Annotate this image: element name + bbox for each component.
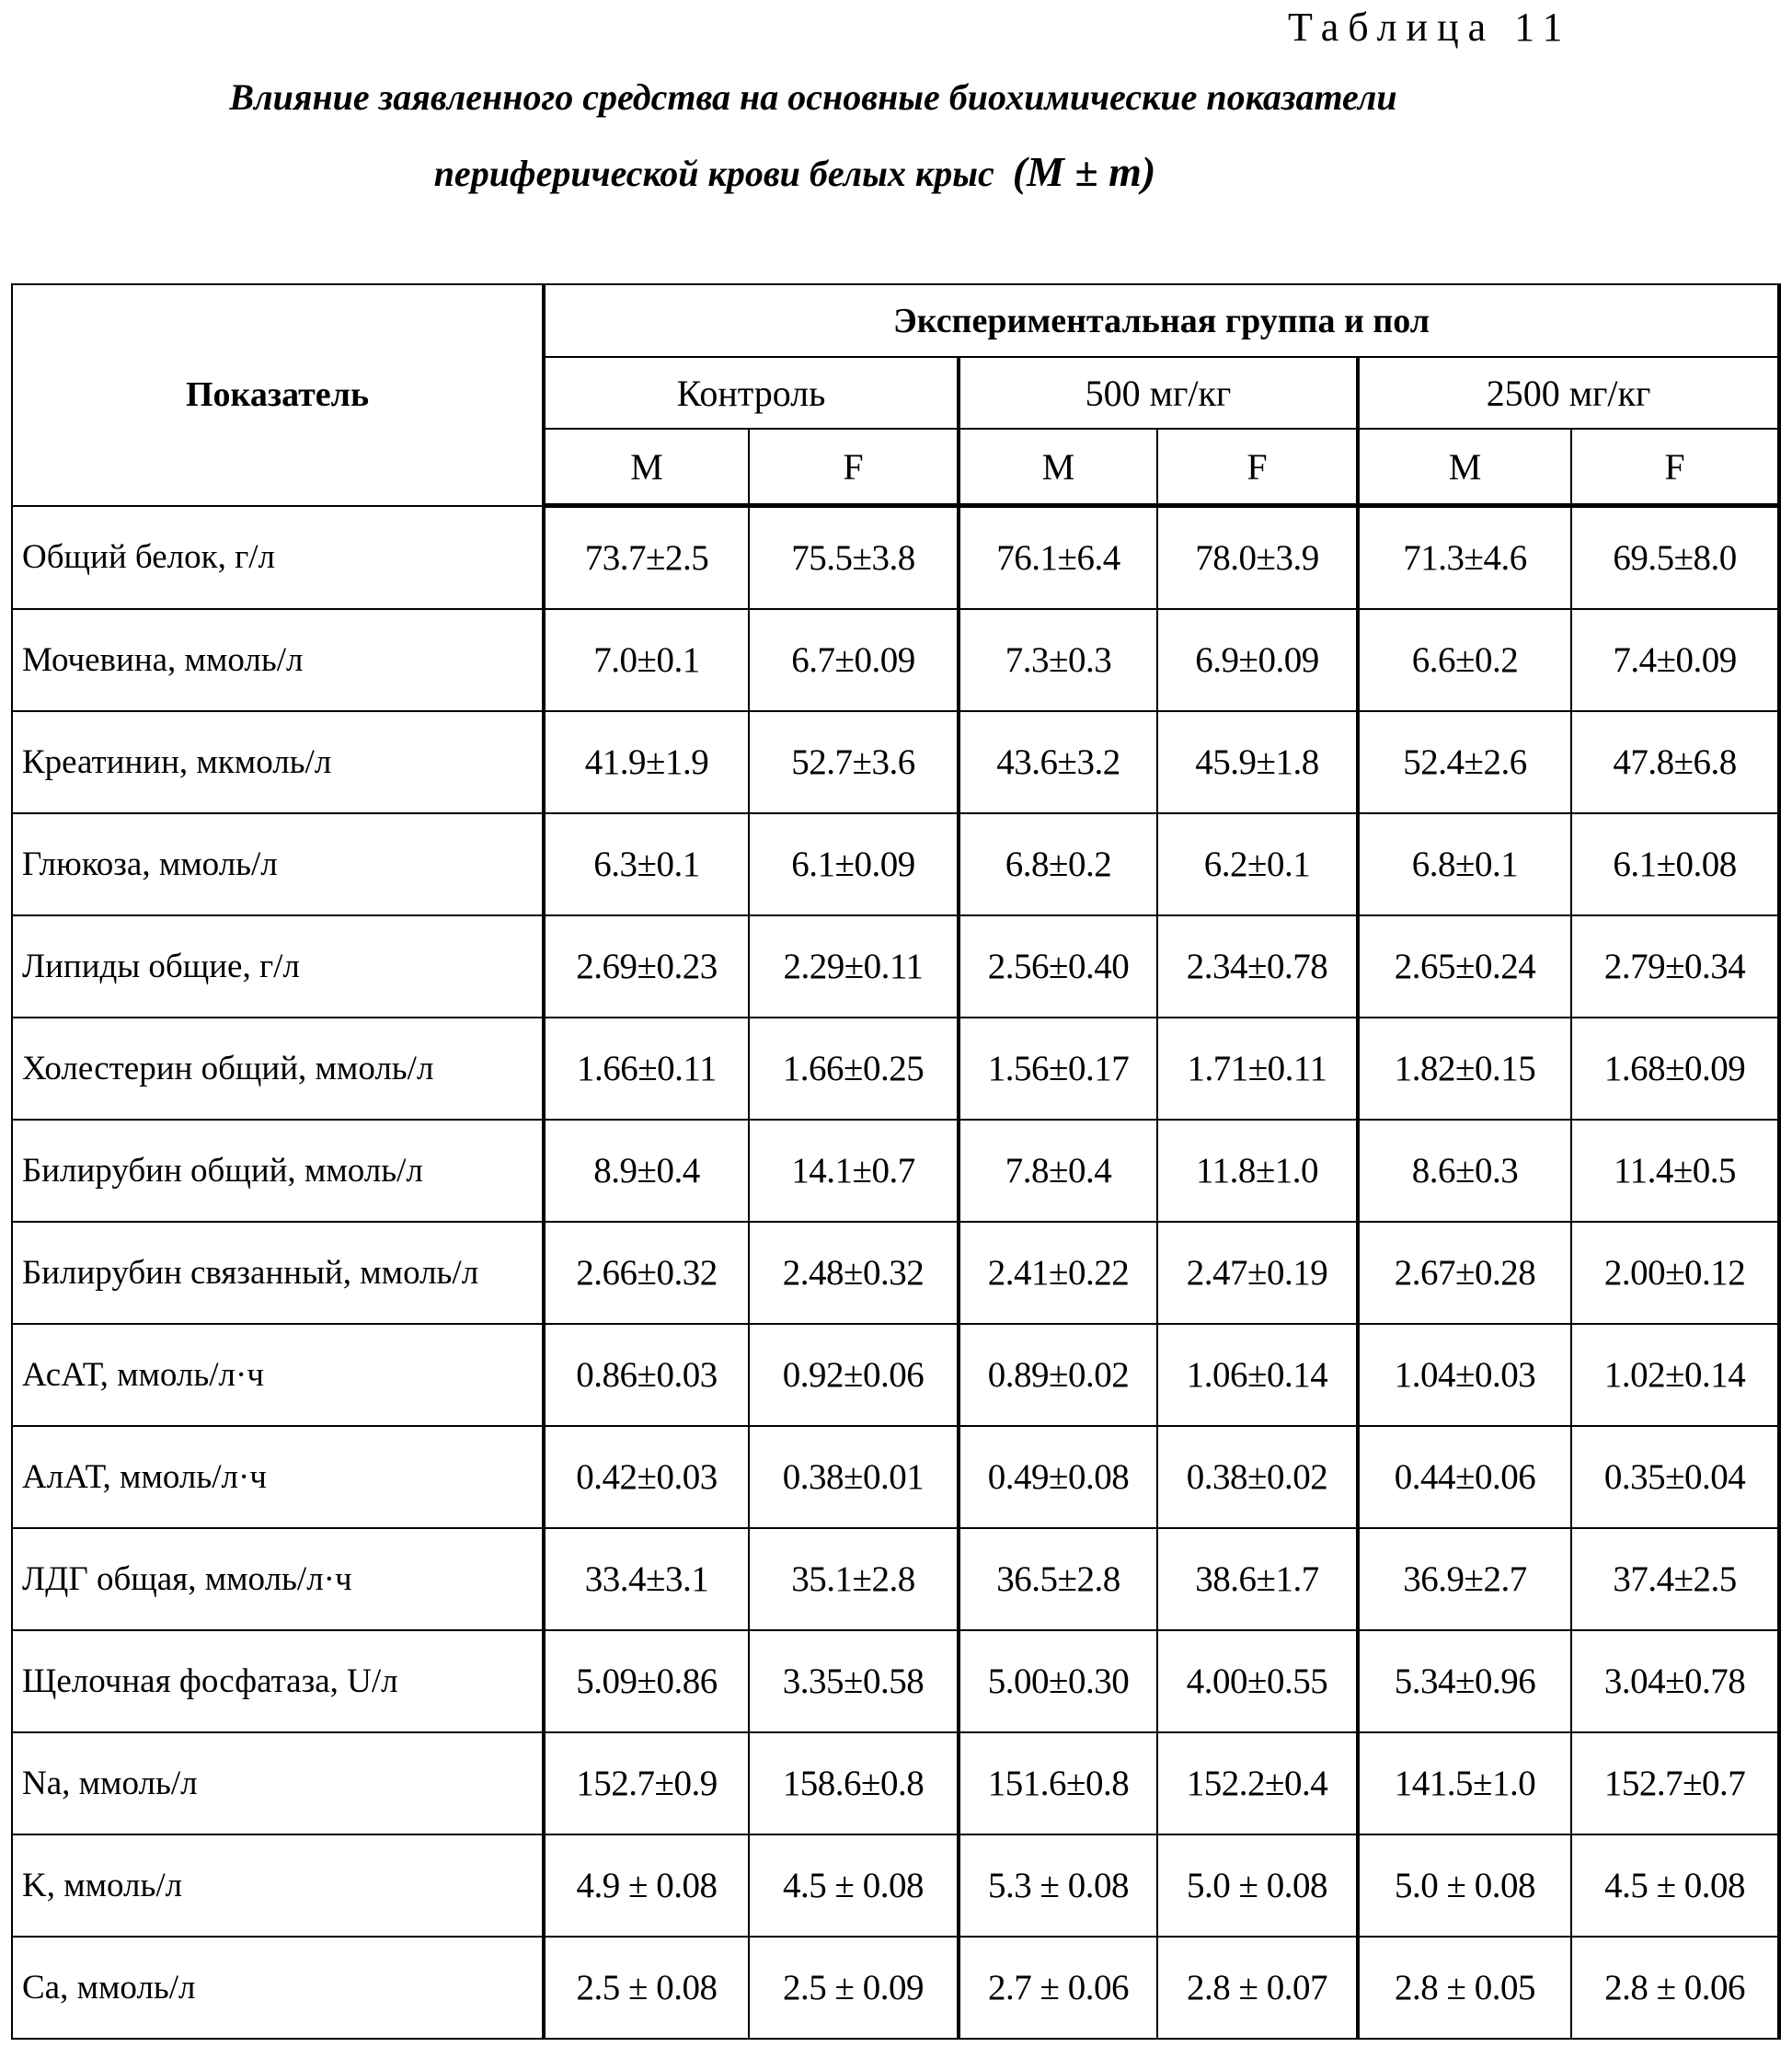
indicator-header: Показатель <box>12 284 544 506</box>
value-cell: 2.5 ± 0.09 <box>749 1937 959 2039</box>
value-cell: 43.6±3.2 <box>959 711 1157 813</box>
value-cell: 0.86±0.03 <box>544 1324 749 1426</box>
indicator-label: Глюкоза, ммоль/л <box>12 813 544 915</box>
indicator-label: Мочевина, ммоль/л <box>12 609 544 711</box>
value-cell: 2.79±0.34 <box>1571 915 1779 1018</box>
indicator-label: Щелочная фосфатаза, U/л <box>12 1630 544 1732</box>
indicator-label: АлАТ, ммоль/л·ч <box>12 1426 544 1528</box>
value-cell: 33.4±3.1 <box>544 1528 749 1630</box>
group-control: Контроль <box>544 357 959 429</box>
value-cell: 5.0 ± 0.08 <box>1157 1834 1358 1937</box>
sex-header: M <box>959 429 1157 506</box>
title-line-2-text: периферической крови белых крыс <box>434 153 994 194</box>
table-row <box>12 1528 1779 1630</box>
value-cell: 76.1±6.4 <box>959 506 1157 610</box>
table-row <box>12 1834 1779 1937</box>
table-row <box>12 609 1779 711</box>
value-cell: 0.44±0.06 <box>1358 1426 1571 1528</box>
table-row <box>12 1222 1779 1324</box>
value-cell: 2.8 ± 0.06 <box>1571 1937 1779 2039</box>
group-header: Экспериментальная группа и пол <box>544 284 1779 357</box>
value-cell: 1.71±0.11 <box>1157 1018 1358 1120</box>
value-cell: 14.1±0.7 <box>749 1120 959 1222</box>
indicator-label: Билирубин общий, ммоль/л <box>12 1120 544 1222</box>
value-cell: 1.66±0.25 <box>749 1018 959 1120</box>
table-row <box>12 1630 1779 1732</box>
indicator-label: Билирубин связанный, ммоль/л <box>12 1222 544 1324</box>
value-cell: 2.29±0.11 <box>749 915 959 1018</box>
value-cell: 7.8±0.4 <box>959 1120 1157 1222</box>
value-cell: 8.9±0.4 <box>544 1120 749 1222</box>
value-cell: 158.6±0.8 <box>749 1732 959 1834</box>
value-cell: 2.7 ± 0.06 <box>959 1937 1157 2039</box>
value-cell: 152.2±0.4 <box>1157 1732 1358 1834</box>
value-cell: 0.92±0.06 <box>749 1324 959 1426</box>
sex-header: F <box>1571 429 1779 506</box>
value-cell: 6.2±0.1 <box>1157 813 1358 915</box>
value-cell: 0.89±0.02 <box>959 1324 1157 1426</box>
value-cell: 2.41±0.22 <box>959 1222 1157 1324</box>
value-cell: 1.02±0.14 <box>1571 1324 1779 1426</box>
sex-header: M <box>1358 429 1571 506</box>
value-cell: 52.4±2.6 <box>1358 711 1571 813</box>
value-cell: 6.1±0.09 <box>749 813 959 915</box>
value-cell: 2.48±0.32 <box>749 1222 959 1324</box>
value-cell: 4.9 ± 0.08 <box>544 1834 749 1937</box>
value-cell: 4.5 ± 0.08 <box>749 1834 959 1937</box>
value-cell: 37.4±2.5 <box>1571 1528 1779 1630</box>
indicator-label: K, ммоль/л <box>12 1834 544 1937</box>
value-cell: 3.04±0.78 <box>1571 1630 1779 1732</box>
table-row <box>12 915 1779 1018</box>
value-cell: 7.4±0.09 <box>1571 609 1779 711</box>
table-row <box>12 1324 1779 1426</box>
value-cell: 4.5 ± 0.08 <box>1571 1834 1779 1937</box>
value-cell: 152.7±0.9 <box>544 1732 749 1834</box>
table-row <box>12 711 1779 813</box>
value-cell: 2.34±0.78 <box>1157 915 1358 1018</box>
value-cell: 151.6±0.8 <box>959 1732 1157 1834</box>
value-cell: 52.7±3.6 <box>749 711 959 813</box>
title-notation: (M ± m) <box>1013 148 1156 195</box>
value-cell: 0.42±0.03 <box>544 1426 749 1528</box>
value-cell: 7.0±0.1 <box>544 609 749 711</box>
table-title-line-1: Влияние заявленного средства на основные биохимические показатели <box>0 75 1709 119</box>
value-cell: 35.1±2.8 <box>749 1528 959 1630</box>
value-cell: 0.38±0.02 <box>1157 1426 1358 1528</box>
group-2500: 2500 мг/кг <box>1358 357 1779 429</box>
value-cell: 4.00±0.55 <box>1157 1630 1358 1732</box>
value-cell: 2.47±0.19 <box>1157 1222 1358 1324</box>
group-500: 500 мг/кг <box>959 357 1358 429</box>
value-cell: 1.06±0.14 <box>1157 1324 1358 1426</box>
value-cell: 8.6±0.3 <box>1358 1120 1571 1222</box>
value-cell: 11.8±1.0 <box>1157 1120 1358 1222</box>
value-cell: 6.8±0.2 <box>959 813 1157 915</box>
indicator-label: АсАТ, ммоль/л·ч <box>12 1324 544 1426</box>
indicator-label: Na, ммоль/л <box>12 1732 544 1834</box>
value-cell: 6.7±0.09 <box>749 609 959 711</box>
value-cell: 6.3±0.1 <box>544 813 749 915</box>
value-cell: 1.04±0.03 <box>1358 1324 1571 1426</box>
value-cell: 3.35±0.58 <box>749 1630 959 1732</box>
sex-header: F <box>749 429 959 506</box>
value-cell: 2.8 ± 0.07 <box>1157 1937 1358 2039</box>
value-cell: 0.38±0.01 <box>749 1426 959 1528</box>
indicator-label: Общий белок, г/л <box>12 506 544 610</box>
value-cell: 73.7±2.5 <box>544 506 749 610</box>
value-cell: 7.3±0.3 <box>959 609 1157 711</box>
table-row <box>12 813 1779 915</box>
value-cell: 5.34±0.96 <box>1358 1630 1571 1732</box>
value-cell: 47.8±6.8 <box>1571 711 1779 813</box>
value-cell: 2.56±0.40 <box>959 915 1157 1018</box>
value-cell: 5.09±0.86 <box>544 1630 749 1732</box>
value-cell: 2.66±0.32 <box>544 1222 749 1324</box>
value-cell: 0.49±0.08 <box>959 1426 1157 1528</box>
sex-header: M <box>544 429 749 506</box>
table-number: Таблица 11 <box>1288 4 1572 51</box>
value-cell: 6.1±0.08 <box>1571 813 1779 915</box>
value-cell: 38.6±1.7 <box>1157 1528 1358 1630</box>
value-cell: 45.9±1.8 <box>1157 711 1358 813</box>
value-cell: 69.5±8.0 <box>1571 506 1779 610</box>
indicator-label: Ca, ммоль/л <box>12 1937 544 2039</box>
value-cell: 78.0±3.9 <box>1157 506 1358 610</box>
value-cell: 141.5±1.0 <box>1358 1732 1571 1834</box>
value-cell: 2.8 ± 0.05 <box>1358 1937 1571 2039</box>
value-cell: 11.4±0.5 <box>1571 1120 1779 1222</box>
value-cell: 6.8±0.1 <box>1358 813 1571 915</box>
table-row <box>12 506 1779 610</box>
value-cell: 36.9±2.7 <box>1358 1528 1571 1630</box>
table-row <box>12 1426 1779 1528</box>
value-cell: 2.5 ± 0.08 <box>544 1937 749 2039</box>
value-cell: 5.00±0.30 <box>959 1630 1157 1732</box>
value-cell: 5.3 ± 0.08 <box>959 1834 1157 1937</box>
indicator-label: Липиды общие, г/л <box>12 915 544 1018</box>
table-title-line-2 <box>0 147 1691 196</box>
value-cell: 2.69±0.23 <box>544 915 749 1018</box>
value-cell: 2.67±0.28 <box>1358 1222 1571 1324</box>
value-cell: 41.9±1.9 <box>544 711 749 813</box>
value-cell: 0.35±0.04 <box>1571 1426 1779 1528</box>
table-row <box>12 1018 1779 1120</box>
value-cell: 75.5±3.8 <box>749 506 959 610</box>
value-cell: 1.66±0.11 <box>544 1018 749 1120</box>
table-row <box>12 1732 1779 1834</box>
table-row <box>12 1937 1779 2039</box>
biochemistry-table <box>11 283 1781 2040</box>
value-cell: 2.65±0.24 <box>1358 915 1571 1018</box>
value-cell: 2.00±0.12 <box>1571 1222 1779 1324</box>
indicator-label: ЛДГ общая, ммоль/л·ч <box>12 1528 544 1630</box>
value-cell: 6.6±0.2 <box>1358 609 1571 711</box>
indicator-label: Холестерин общий, ммоль/л <box>12 1018 544 1120</box>
value-cell: 36.5±2.8 <box>959 1528 1157 1630</box>
value-cell: 5.0 ± 0.08 <box>1358 1834 1571 1937</box>
value-cell: 1.56±0.17 <box>959 1018 1157 1120</box>
value-cell: 6.9±0.09 <box>1157 609 1358 711</box>
indicator-label: Креатинин, мкмоль/л <box>12 711 544 813</box>
value-cell: 1.68±0.09 <box>1571 1018 1779 1120</box>
value-cell: 1.82±0.15 <box>1358 1018 1571 1120</box>
value-cell: 152.7±0.7 <box>1571 1732 1779 1834</box>
value-cell: 71.3±4.6 <box>1358 506 1571 610</box>
table-row <box>12 1120 1779 1222</box>
sex-header: F <box>1157 429 1358 506</box>
